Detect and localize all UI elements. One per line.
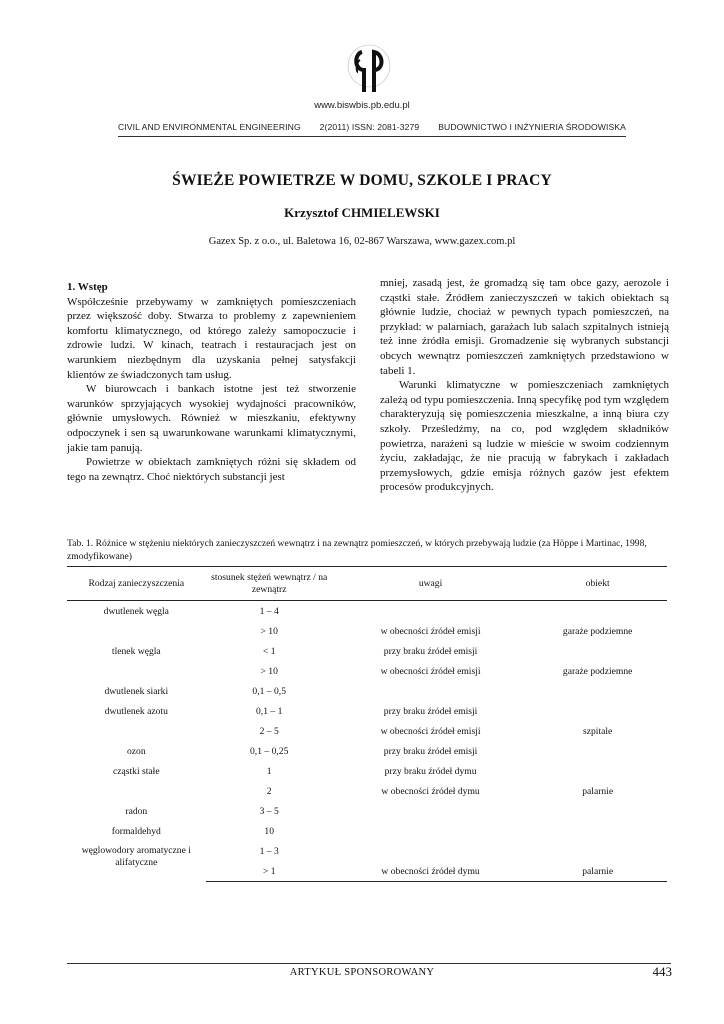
table-cell: > 1 <box>206 861 333 882</box>
table-cell: 2 <box>266 785 272 797</box>
paragraph: W biurowcach i bankach istotne jest też stworzenie warunków sprzyjających wysokiej wydajności pracowników, głównie umysłowych. Również w mieszkaniu, efektywny odpoczynek i sen są uwarunkowane warunkami klimatycznymi, jakie tam panują. <box>67 383 356 454</box>
table-cell: szpitale <box>583 725 613 737</box>
table-cell: w obecności źródeł emisji <box>380 625 481 637</box>
table-cell: palarnie <box>528 861 667 882</box>
table-row <box>67 801 667 821</box>
table-cell <box>333 681 529 701</box>
table-cell <box>333 601 529 622</box>
table-row <box>67 701 667 721</box>
table-cell: 1 – 4 <box>259 605 279 617</box>
table-cell: > 10 <box>260 625 278 637</box>
section-heading: 1. Wstęp <box>67 281 108 293</box>
journal-website: www.biswbis.pb.edu.pl <box>314 100 410 111</box>
table-cell: garaże podziemne <box>562 625 633 637</box>
table-cell <box>528 821 667 841</box>
table-row <box>67 781 667 801</box>
table-cell <box>528 801 667 821</box>
column-header: stosunek stężeń wewnątrz / na zewnątrz <box>206 567 333 601</box>
table-cell <box>528 761 667 781</box>
table-row <box>67 641 667 661</box>
table-cell <box>333 841 529 861</box>
table-cell: formaldehyd <box>111 825 161 837</box>
column-header: uwagi <box>333 567 529 601</box>
paragraph: Współcześnie przebywamy w zamkniętych pomieszczeniach przez większość doby. Stwarza to problemy z zapewnieniem komfortu klimatycznego, od którego zależy samopoczucie i zdrowie ludzi. W kinach, teatrach i restauracjach jest on warunkiem niezbędnym dla uzyskania pełnej satysfakcji klientów ze świadczonych tam usług. <box>67 295 356 381</box>
body-column-left <box>67 280 356 484</box>
table-cell <box>67 781 206 801</box>
journal-name-pl: BUDOWNICTWO I INŻYNIERIA ŚRODOWISKA <box>438 122 626 132</box>
table-cell: 0,1 – 0,25 <box>250 745 289 757</box>
table-cell <box>67 621 206 641</box>
table-cell: w obecności źródeł dymu <box>381 785 480 797</box>
table-cell: w obecności źródeł dymu <box>333 861 529 882</box>
header-rule <box>118 136 626 137</box>
table-cell <box>528 841 667 861</box>
table-cell: > 10 <box>260 665 278 677</box>
table-cell <box>333 801 529 821</box>
table-cell <box>67 721 206 741</box>
paragraph: Powietrze w obiektach zamkniętych różni się składem od tego na zewnątrz. Choć niektórych substancji jest <box>67 456 356 483</box>
table-cell: 1 – 3 <box>259 845 279 857</box>
table-cell: < 1 <box>262 645 276 657</box>
table-cell: w obecności źródeł emisji <box>380 725 481 737</box>
table-row <box>67 721 667 741</box>
table-cell: przy braku źródeł emisji <box>383 705 478 717</box>
table-cell: przy braku źródeł emisji <box>383 645 478 657</box>
footer-rule <box>67 963 671 964</box>
table-cell: przy braku źródeł dymu <box>384 765 477 777</box>
table-cell: 10 <box>264 825 274 837</box>
table-cell <box>528 641 667 661</box>
table-header-row <box>67 567 667 601</box>
table-cell: radon <box>125 805 148 817</box>
paragraph: Warunki klimatyczne w pomieszczeniach zamkniętych zależą od typu pomieszczenia. Inną specyfikę pod tym względem charakteryzują się pomieszczenia mieszkalne, a inną biura czy szkoły. Prześledźmy, na co, pod względem składników powietrza, narażeni są ludzie w mieście w swoim codziennym życiu, zakładając, że nie pracują w fabrykach i zakładach przemysłowych, gdzie emisja różnych gazów jest efektem procesów produkcyjnych. <box>380 379 669 494</box>
table-cell: 0,1 – 1 <box>256 705 283 717</box>
table-row <box>67 621 667 641</box>
table-cell <box>528 741 667 761</box>
table-row <box>67 661 667 681</box>
table-cell: 3 – 5 <box>259 805 279 817</box>
table-cell: 2 – 5 <box>259 725 279 737</box>
table-cell: cząstki stałe <box>112 765 160 777</box>
table-row <box>67 741 667 761</box>
table-cell <box>528 681 667 701</box>
column-header: Rodzaj zanieczyszczenia <box>67 567 206 601</box>
university-logo-icon <box>334 42 404 100</box>
paragraph: mniej, zasadą jest, że gromadzą się tam obce gazy, aerozole i cząstki stałe. Źródłem zanieczyszczeń w takich obiektach są głównie ludzie, chociaż w pewnych typach pomieszczeń, na przykład: w palarniach, garażach lub salach szpitalnych istnieją też inne źródła emisji. Gromadzenie się wybranych substancji obcych wewnątrz pomieszczeń zamkniętych przedstawiono w tabeli 1. <box>380 277 669 377</box>
author-affiliation: Gazex Sp. z o.o., ul. Baletowa 16, 02-867 Warszawa, www.gazex.com.pl <box>208 236 516 247</box>
table-cell: przy braku źródeł emisji <box>383 745 478 757</box>
journal-header <box>118 122 626 132</box>
table-cell <box>333 821 529 841</box>
table-cell: palarnie <box>582 785 614 797</box>
column-header: obiekt <box>528 567 667 601</box>
table-cell: 0,1 – 0,5 <box>252 685 286 697</box>
table-cell: 1 <box>266 765 272 777</box>
table-caption: Tab. 1. Różnice w stężeniu niektórych zanieczyszczeń wewnątrz i na zewnątrz pomieszczeń, w których przebywają ludzie (za Höppe i Martinac, 1998, zmodyfikowane) <box>67 538 647 562</box>
table-cell: tlenek węgla <box>111 645 161 657</box>
table-cell: dwutlenek siarki <box>104 685 169 697</box>
pollutant-table <box>67 566 667 882</box>
table-cell <box>67 661 206 681</box>
table-cell: ozon <box>126 745 146 757</box>
table-cell <box>528 701 667 721</box>
table-cell: węglowodory aromatyczne i alifatyczne <box>81 845 191 868</box>
page-number: 443 <box>652 964 672 979</box>
article-title: ŚWIEŻE POWIETRZE W DOMU, SZKOLE I PRACY <box>172 172 552 189</box>
table-row <box>67 821 667 841</box>
table-row <box>67 841 667 861</box>
journal-name-en: CIVIL AND ENVIRONMENTAL ENGINEERING <box>118 122 301 132</box>
article-author: Krzysztof CHMIELEWSKI <box>284 205 440 220</box>
table-cell: dwutlenek azotu <box>104 705 168 717</box>
table-row <box>67 761 667 781</box>
table-cell: dwutlenek węgla <box>103 605 169 617</box>
table-cell <box>528 601 667 622</box>
table-cell: garaże podziemne <box>562 665 633 677</box>
body-column-right <box>380 276 669 495</box>
footer-label: ARTYKUŁ SPONSOROWANY <box>289 967 435 978</box>
journal-issue: 2(2011) ISSN: 2081-3279 <box>319 122 420 132</box>
table-row <box>67 601 667 622</box>
table-row <box>67 681 667 701</box>
table-cell: w obecności źródeł emisji <box>380 665 481 677</box>
